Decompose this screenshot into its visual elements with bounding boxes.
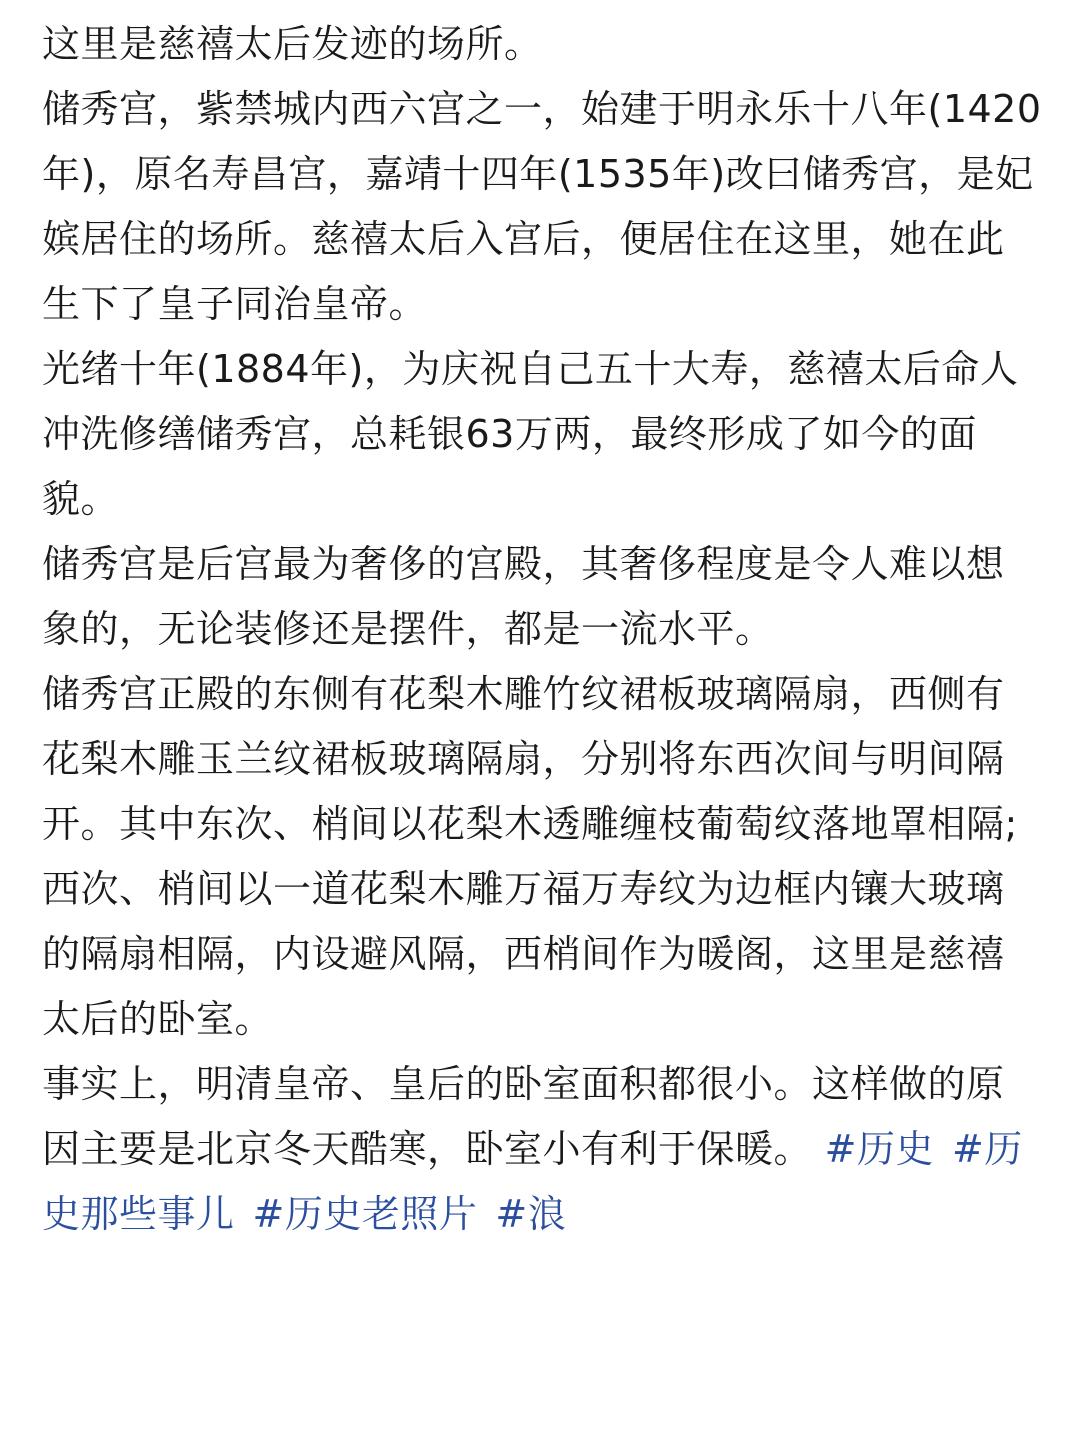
post-paragraph: 储秀宫正殿的东侧有花梨木雕竹纹裙板玻璃隔扇，西侧有花梨木雕玉兰纹裙板玻璃隔扇，分别将东西次间与明间隔开。其中东次、梢间以花梨木透雕缠枝葡萄纹落地罩相隔;西次、梢间以一道花梨木雕万福万寿纹为边框内镶大玻璃的隔扇相隔，内设避风隔，西梢间作为暖阁，这里是慈禧太后的卧室。 bbox=[42, 672, 1018, 1041]
post-paragraph: 这里是慈禧太后发迹的场所。 bbox=[42, 22, 543, 66]
bottom-fade-overlay bbox=[0, 1406, 1080, 1446]
post-body bbox=[42, 12, 1042, 1247]
hashtag-link[interactable]: #历史那些事儿 bbox=[42, 1127, 1023, 1236]
post-paragraph: 储秀宫是后宫最为奢侈的宫殿，其奢侈程度是令人难以想象的，无论装修还是摆件，都是一流水平。 bbox=[42, 542, 1005, 651]
hashtag-link[interactable]: #历史老照片 bbox=[252, 1192, 478, 1236]
hashtag-link[interactable]: #历史 bbox=[824, 1127, 934, 1171]
hashtag-link[interactable]: #浪 bbox=[495, 1192, 567, 1236]
post-paragraph-last bbox=[42, 1052, 1042, 1247]
post-paragraph: 储秀宫，紫禁城内西六宫之一，始建于明永乐十八年(1420年)，原名寿昌宫，嘉靖十四年(1535年)改曰储秀宫，是妃嫔居住的场所。慈禧太后入宫后，便居住在这里，她在此生下了皇子同治皇帝。 bbox=[42, 87, 1042, 326]
post-paragraph: 光绪十年(1884年)，为庆祝自己五十大寿，慈禧太后命人冲洗修缮储秀宫，总耗银63万两，最终形成了如今的面貌。 bbox=[42, 347, 1019, 521]
post-paragraph-text: 事实上，明清皇帝、皇后的卧室面积都很小。这样做的原因主要是北京冬天酷寒，卧室小有利于保暖。 bbox=[42, 1062, 1005, 1171]
